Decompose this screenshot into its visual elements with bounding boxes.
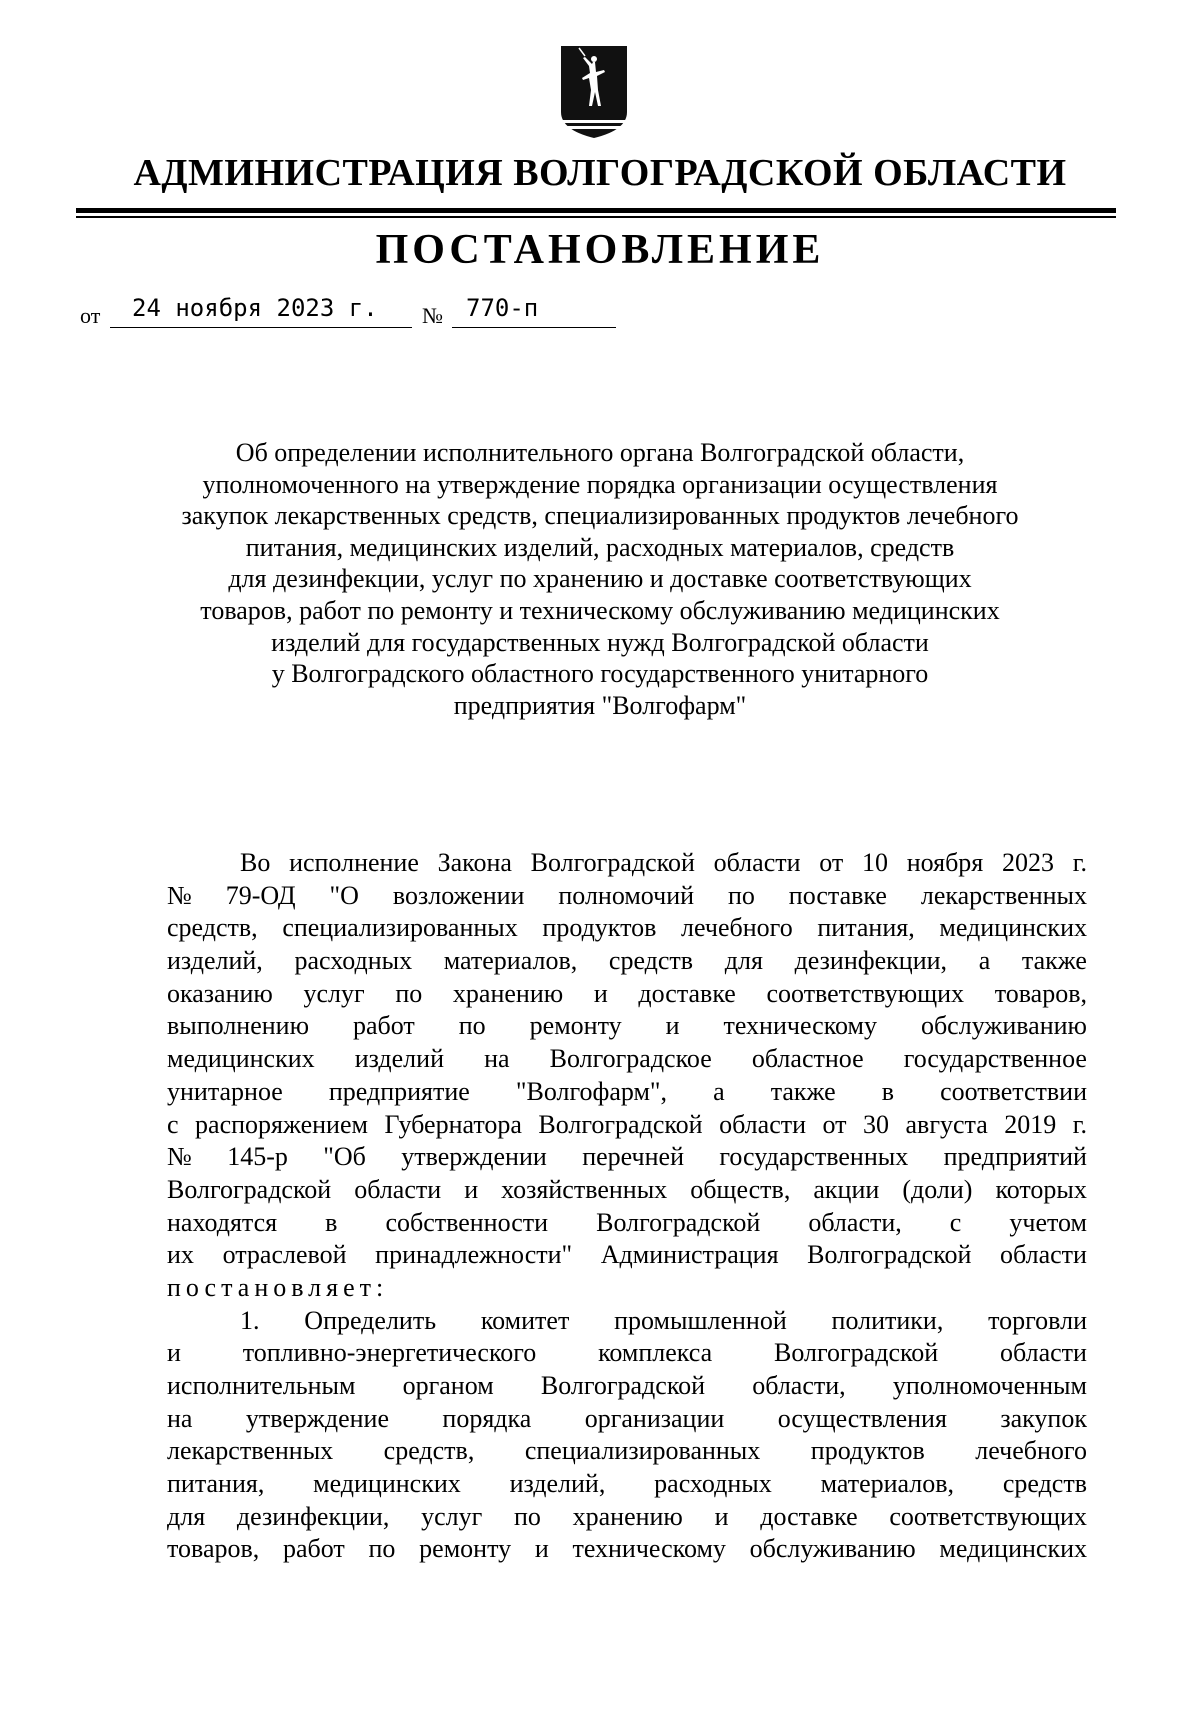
body-word: перечней — [582, 1142, 684, 1172]
body-word: области — [713, 848, 801, 877]
subject-line: товаров, работ по ремонту и техническому обслуживанию медицинских — [200, 595, 1000, 625]
body-word: и — [593, 978, 608, 1008]
body-word: (доли) — [902, 1174, 973, 1204]
body-word: 2023 — [1002, 848, 1054, 877]
body-word: области, — [752, 1371, 846, 1400]
body-word: утверждении — [401, 1142, 547, 1172]
body-word: области — [1000, 1240, 1087, 1270]
body-word: работ — [352, 1011, 415, 1041]
body-word: с — [167, 1109, 179, 1139]
date-number-row — [80, 292, 640, 332]
body-word: медицинских — [939, 1534, 1087, 1564]
body-word: средств — [1002, 1469, 1087, 1499]
body-word: 145-р — [227, 1142, 288, 1172]
body-word: "О — [329, 880, 359, 910]
body-word: Волгоградской — [774, 1338, 939, 1368]
body-word: принадлежности" — [375, 1240, 573, 1270]
body-word: и — [464, 1174, 479, 1204]
body-word: услуг — [303, 978, 365, 1008]
subject-line: уполномоченного на утверждение порядка организации осуществления — [202, 469, 998, 499]
body-word: государственное — [903, 1044, 1087, 1074]
body-word: обслуживанию — [920, 1011, 1087, 1041]
body-word: полномочий — [558, 880, 695, 910]
body-word: по — [395, 978, 423, 1008]
body-word: для — [167, 1501, 206, 1531]
body-word: отраслевой — [222, 1240, 347, 1270]
body-word: 1. — [240, 1305, 260, 1335]
document-body — [167, 847, 1087, 1566]
body-word: областное — [751, 1044, 864, 1074]
body-word: Закона — [437, 848, 512, 877]
body-word: товаров, — [167, 1534, 260, 1564]
body-word: комитет — [480, 1305, 570, 1335]
body-word: с — [949, 1207, 962, 1237]
body-word: соответствии — [940, 1076, 1087, 1106]
body-word: уполномоченным — [892, 1371, 1087, 1400]
body-word: г. — [1072, 848, 1087, 877]
body-word: по — [458, 1011, 486, 1041]
body-word: № — [167, 880, 192, 910]
body-word: медицинских — [939, 913, 1087, 943]
subject-line: для дезинфекции, услуг по хранению и доставке соответствующих — [228, 564, 972, 594]
body-line — [167, 1533, 1087, 1566]
body-word: а — [713, 1076, 725, 1106]
body-word: материалов, — [820, 1469, 955, 1499]
body-line — [167, 1370, 1087, 1403]
body-word: 79-ОД — [225, 880, 296, 910]
body-word: услуг — [421, 1501, 483, 1531]
body-word: оказанию — [167, 978, 273, 1008]
body-word: также — [770, 1076, 836, 1106]
body-word: Волгоградской — [538, 1109, 703, 1139]
body-word: лечебного — [975, 1436, 1087, 1466]
body-line — [167, 1305, 1087, 1338]
body-word: организации — [584, 1403, 725, 1433]
body-line — [167, 1010, 1087, 1043]
body-word: г. — [1072, 1109, 1087, 1139]
document-type-title: ПОСТАНОВЛЕНИЕ — [375, 227, 825, 273]
body-word: медицинских — [167, 1044, 315, 1074]
body-line — [167, 1207, 1087, 1240]
body-word: "Волгофарм", — [515, 1076, 668, 1106]
body-word: средств — [608, 946, 694, 976]
body-word: от — [822, 1109, 847, 1139]
body-line — [167, 1501, 1087, 1534]
body-word: специализированных — [282, 913, 518, 943]
body-word: также — [1021, 946, 1087, 976]
body-word: распоряжением — [195, 1109, 368, 1139]
organization-title: АДМИНИСТРАЦИЯ ВОЛГОГРАДСКОЙ ОБЛАСТИ — [133, 152, 1067, 194]
subject-line: Об определении исполнительного органа Волгоградской области, — [235, 438, 965, 467]
subject-line: у Волгоградского областного государственного унитарного — [271, 659, 929, 689]
body-line — [167, 1043, 1087, 1076]
body-line — [167, 1174, 1087, 1207]
body-word: по — [727, 880, 755, 910]
body-word: промышленной — [614, 1305, 787, 1335]
header-rule-thick — [76, 208, 1116, 213]
body-line — [167, 847, 1087, 880]
body-word: топливно-энергетического — [242, 1338, 537, 1368]
document-subject — [150, 437, 1050, 721]
body-word: утверждение — [245, 1403, 390, 1433]
body-word: дезинфекции, — [794, 946, 948, 976]
body-line — [167, 1435, 1087, 1468]
body-word: унитарное — [167, 1076, 283, 1106]
body-word: медицинских — [313, 1469, 461, 1499]
body-word: органом — [402, 1371, 494, 1400]
body-word: на — [484, 1044, 510, 1074]
body-word: торговли — [988, 1305, 1087, 1335]
body-word: Волгоградское — [549, 1044, 712, 1074]
body-line — [167, 880, 1087, 913]
body-word: акции — [813, 1174, 880, 1204]
body-word: Во — [240, 848, 271, 877]
body-word: "Об — [323, 1142, 366, 1172]
body-word: которых — [995, 1174, 1087, 1204]
body-word: Волгоградской — [807, 1240, 972, 1270]
body-line — [167, 1141, 1087, 1174]
body-word: соответствующих — [889, 1501, 1087, 1531]
body-word: обслуживанию — [749, 1534, 916, 1564]
body-word: и — [714, 1501, 729, 1531]
body-word: расходных — [294, 946, 413, 976]
body-word: техническому — [723, 1011, 877, 1041]
body-word: их — [167, 1240, 194, 1270]
body-word: обществ, — [690, 1174, 791, 1204]
body-word: собственности — [385, 1207, 549, 1237]
subject-line: предприятия "Волгофарм" — [453, 690, 747, 720]
body-word: исполнительным — [167, 1371, 356, 1400]
body-word: порядка — [442, 1403, 532, 1433]
body-word: лечебного — [681, 913, 793, 943]
body-word: находятся — [167, 1207, 278, 1237]
date-underline — [110, 327, 412, 328]
body-word: и — [665, 1011, 680, 1041]
body-word: и — [534, 1534, 549, 1564]
subject-line: питания, медицинских изделий, расходных материалов, средств — [245, 532, 955, 562]
body-line — [167, 1076, 1087, 1109]
date-prefix: от — [80, 303, 101, 328]
body-word: ноября — [906, 848, 984, 877]
body-word: изделий — [354, 1044, 444, 1074]
body-line — [167, 1403, 1087, 1436]
body-word: Определить — [304, 1305, 437, 1335]
body-word: ремонту — [419, 1534, 512, 1564]
subject-line: закупок лекарственных средств, специализированных продуктов лечебного — [181, 501, 1019, 531]
body-word: учетом — [1009, 1207, 1087, 1237]
coat-of-arms-icon — [559, 44, 629, 140]
body-line — [167, 912, 1087, 945]
number-underline — [452, 327, 616, 328]
body-line — [167, 1337, 1087, 1370]
body-line — [167, 1468, 1087, 1501]
body-word: для — [724, 946, 763, 976]
body-word: по — [513, 1501, 541, 1531]
body-word: изделий, — [509, 1469, 606, 1499]
body-word: возложении — [392, 880, 525, 910]
number-prefix: № — [422, 303, 443, 328]
body-word: Губернатора — [384, 1109, 522, 1139]
body-word: продуктов — [542, 913, 657, 943]
document-date: 24 ноября 2023 г. — [132, 294, 378, 322]
body-word: а — [978, 946, 991, 976]
body-word: по — [368, 1534, 396, 1564]
body-word: № — [167, 1142, 192, 1172]
body-word: специализированных — [524, 1436, 761, 1466]
body-word: предприятие — [328, 1076, 470, 1106]
body-word: предприятий — [943, 1142, 1087, 1172]
body-word: питания, — [167, 1469, 265, 1499]
body-word: лекарственных — [920, 880, 1087, 910]
body-word: расходных — [654, 1469, 772, 1499]
body-word: 2019 — [1004, 1109, 1057, 1139]
body-word: и — [167, 1338, 181, 1368]
body-word: комплекса — [598, 1338, 713, 1368]
body-word: лекарственных — [167, 1436, 334, 1466]
body-word: от — [819, 848, 844, 877]
body-word: хранению — [572, 1501, 683, 1531]
subject-line: изделий для государственных нужд Волгоградской области — [271, 627, 929, 657]
body-word: закупок — [1000, 1403, 1087, 1433]
body-word: Волгоградской — [540, 1371, 706, 1400]
body-word: работ — [283, 1534, 345, 1564]
body-word: области — [1000, 1338, 1087, 1368]
body-word: в — [325, 1207, 338, 1237]
body-word: Волгоградской — [596, 1207, 761, 1237]
body-word: хозяйственных — [501, 1174, 668, 1204]
body-word: 10 — [861, 848, 888, 877]
body-word: осуществления — [777, 1403, 947, 1433]
body-line-decree-word: постановляет: — [167, 1272, 389, 1302]
header-rule-thin — [76, 216, 1116, 218]
body-line — [167, 1239, 1087, 1272]
body-word: питания, — [817, 913, 915, 943]
body-word: хранению — [452, 978, 564, 1008]
body-word: средств, — [383, 1436, 475, 1466]
body-word: ремонту — [529, 1011, 622, 1041]
body-word: продуктов — [810, 1436, 925, 1466]
body-word: государственных — [719, 1142, 909, 1172]
body-word: средств, — [167, 913, 258, 943]
body-word: августа — [905, 1109, 988, 1139]
body-line — [167, 945, 1087, 978]
body-word: изделий, — [167, 946, 263, 976]
body-word: области — [719, 1109, 807, 1139]
body-word: материалов, — [443, 946, 578, 976]
body-word: области, — [808, 1207, 902, 1237]
body-word: Администрация — [600, 1240, 779, 1270]
body-word: техническому — [572, 1534, 726, 1564]
body-word: товаров, — [994, 978, 1087, 1008]
body-word: выполнению — [167, 1011, 309, 1041]
body-word: области — [354, 1174, 442, 1204]
body-word: дезинфекции, — [236, 1501, 390, 1531]
body-word: Волгоградской — [530, 848, 695, 877]
document-number: 770-п — [466, 294, 539, 322]
body-word: соответствующих — [766, 978, 965, 1008]
body-line — [167, 978, 1087, 1011]
body-line — [167, 1109, 1087, 1142]
body-word: доставке — [760, 1501, 858, 1531]
body-word: политики, — [831, 1305, 944, 1335]
body-word: поставке — [788, 880, 887, 910]
body-word: доставке — [638, 978, 736, 1008]
body-word: Волгоградской — [167, 1174, 332, 1204]
body-word: на — [167, 1403, 193, 1433]
body-word: исполнение — [289, 848, 419, 877]
body-word: в — [881, 1076, 895, 1106]
body-word: 30 — [863, 1109, 890, 1139]
